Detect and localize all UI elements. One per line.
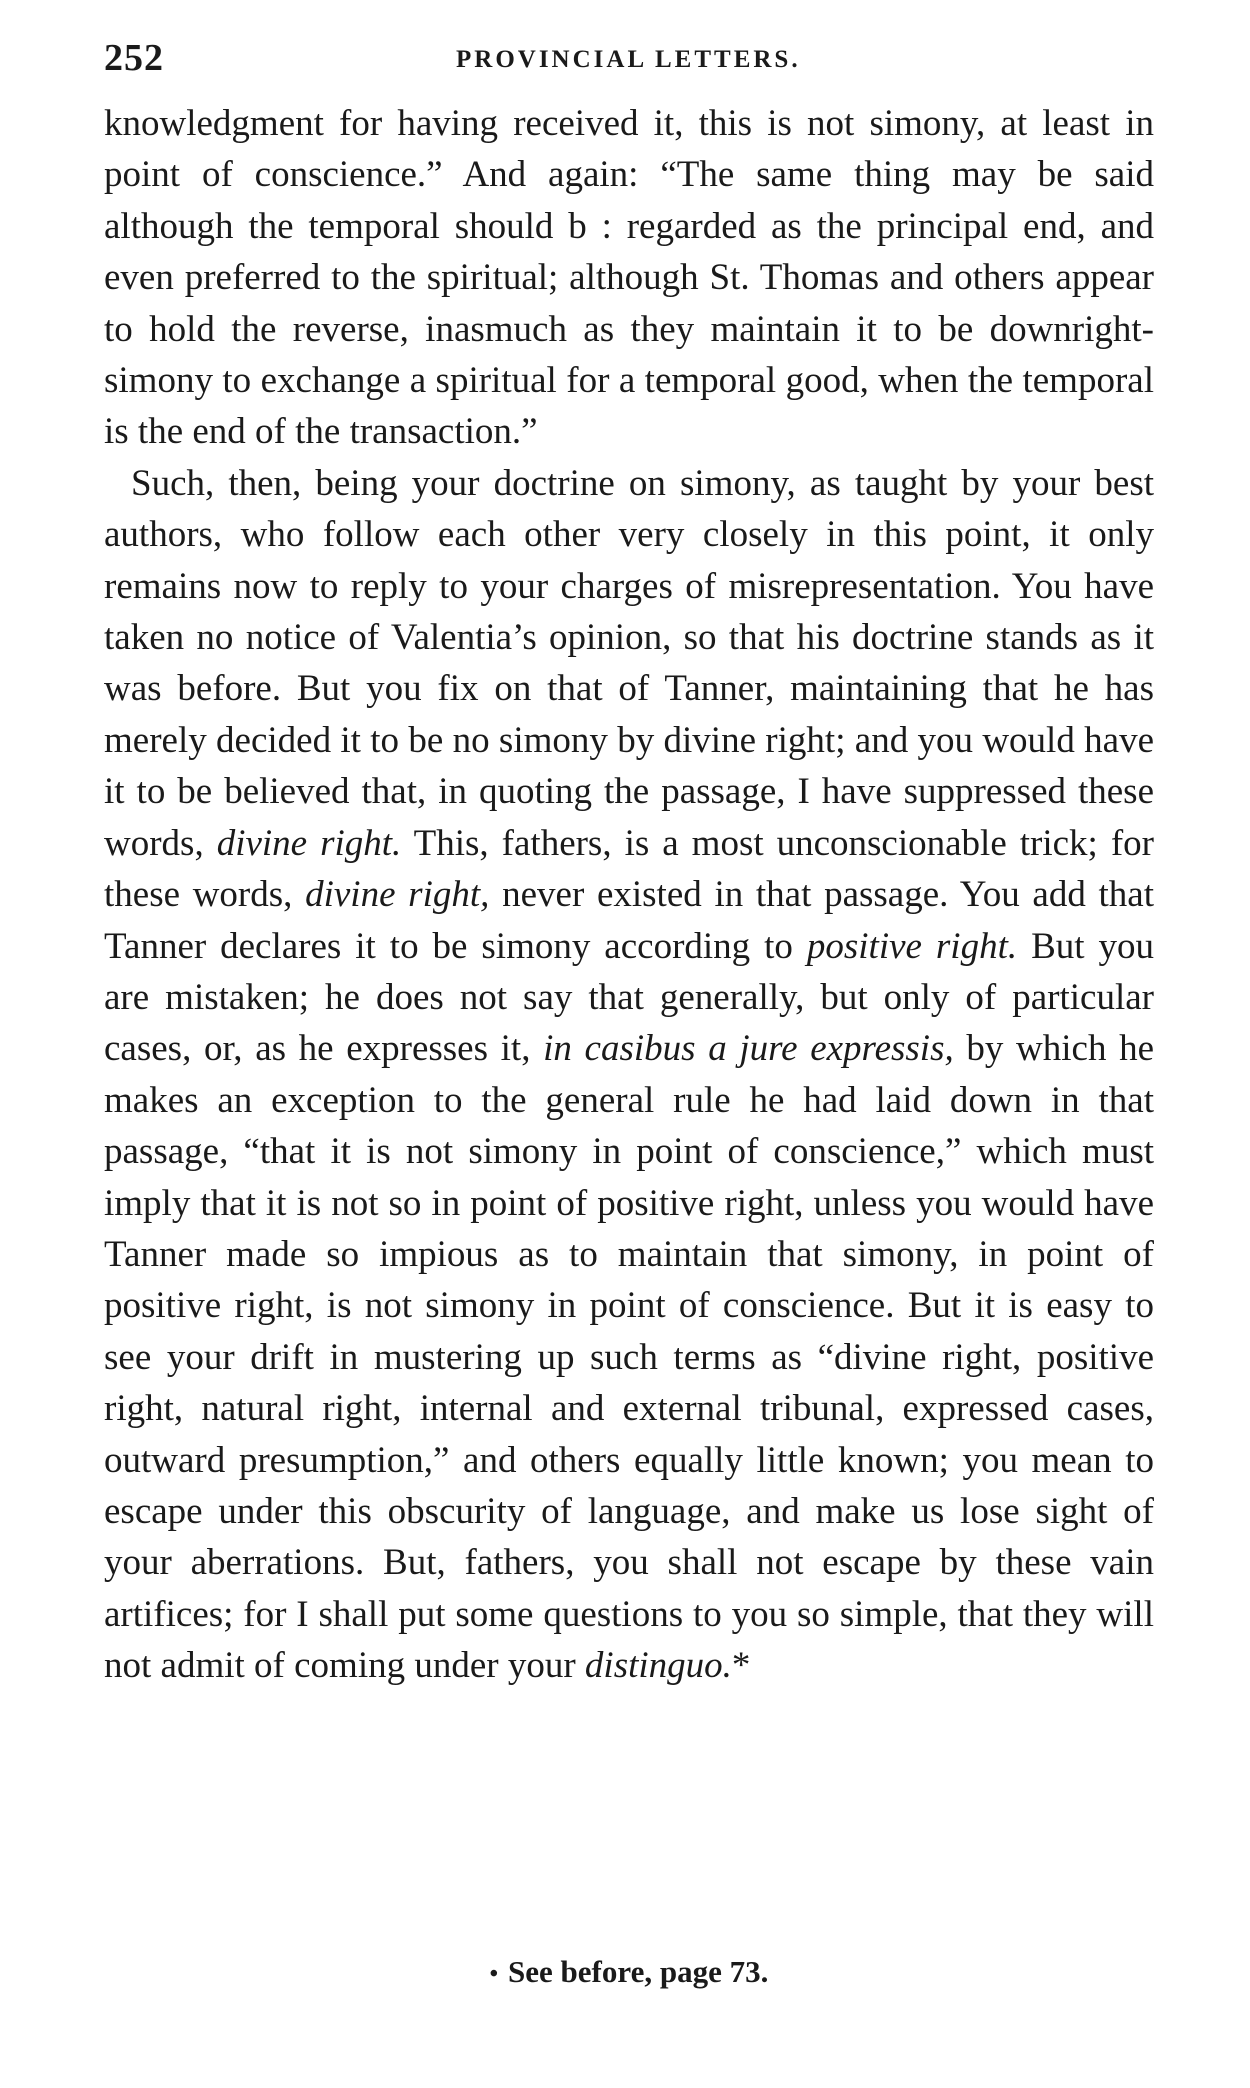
paragraph-continued [104,98,1154,458]
page-number: 252 [104,37,164,79]
footnote-marker: • [489,1961,499,1988]
italic-phrase: in casibus a jure expressis, [543,1028,954,1070]
italic-phrase: distinguo. [584,1645,732,1687]
running-head [104,36,1154,98]
paragraph-text: never existed in that passage. You add that Tanner declares it to be simony according to [104,874,1154,967]
paragraph-simony-reply [104,458,1154,1692]
paragraph-text: But you are mistaken; he does not say that generally, but only of particular cases, or, as he expresses it, [104,925,1154,1070]
footnote-text: See before, page 73. [508,1954,769,1989]
footnote [104,1954,1154,1990]
paragraph-text: by which he makes an exception to the general rule he had laid down in that passage, “that it is not simony in point of conscience,” which must imply that it is not so in point of positive right, unless you would have Tanner made so impious as to maintain that simony, in point of positive right, is not simony in point of conscience. But it is easy to see your drift in mustering up such terms as “divine right, positive right, natural right, internal and external tribunal, expressed cases, outward presumption,” and others equally little known; you mean to escape under this obscurity of language, and make us lose sight of your aberrations. But, fathers, you shall not escape by these vain artifices; for I shall put some questions to you so simple, that they will not admit of coming under your [104,1028,1155,1687]
body-text [104,98,1154,1692]
book-page [104,36,1155,1989]
italic-phrase: divine right, [305,874,490,916]
paragraph-text: knowledgment for having received it, this is not simony, at least in point of conscience.” And again: “The same thing may be said although the temporal should b : regarded as the principal end, and even preferred to the spiritual; although St. Thomas and others appear to hold the reverse, inasmuch as they maintain it to be downright-simony to exchange a spiritual for a temporal good, when the temporal is the end of the transaction.” [104,103,1154,453]
running-title: PROVINCIAL LETTERS. [456,46,801,73]
italic-phrase: positive right. [806,925,1018,967]
paragraph-text: Such, then, being your doctrine on simony, as taught by your best authors, who follow each other very closely in this point, it only remains now to reply to your charges of misrepresentation. You have taken no notice of Valentia’s opinion, so that his doctrine stands as it was before. But you fix on that of Tanner, maintaining that he has merely decided it to be no simony by divine right; and you would have it to be believed that, in quoting the passage, I have suppressed these words, [104,462,1154,864]
italic-phrase: divine right. [216,822,402,864]
paragraph-text: This, fathers, is a most unconscionable trick; for these words, [104,822,1154,916]
footnote-reference: * [731,1645,751,1687]
